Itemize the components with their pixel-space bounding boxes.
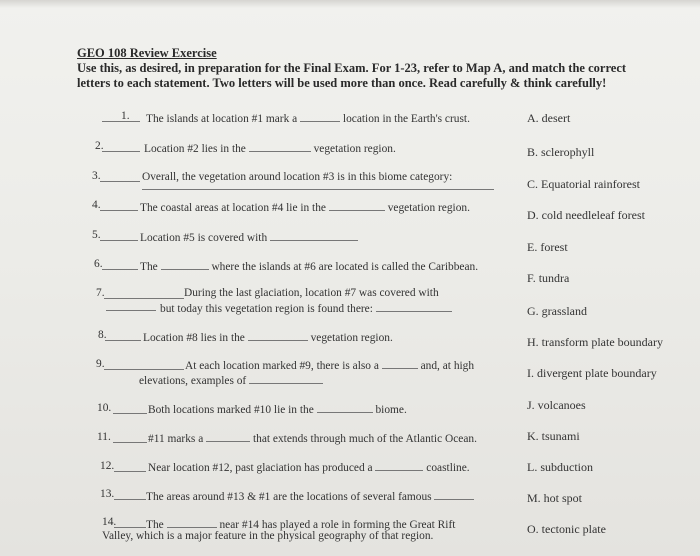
question-text: vegetation region. <box>387 202 470 214</box>
question-text: The coastal areas at location #4 lie in the <box>140 202 326 214</box>
fill-blank[interactable] <box>161 258 209 270</box>
option-f: F. tundra <box>527 271 570 285</box>
option-b: B. sclerophyll <box>527 145 595 159</box>
question-text: near #14 has played a role in forming the Great Rift <box>219 519 456 531</box>
question-text: location in the Earth's crust. <box>342 113 470 125</box>
question-10 <box>148 401 407 417</box>
page-shadow <box>0 0 700 8</box>
fill-blank[interactable] <box>434 488 474 500</box>
question-number: 3. <box>92 170 101 182</box>
question-1 <box>146 110 470 126</box>
question-number: 8. <box>98 329 107 341</box>
option-m: M. hot spot <box>527 491 583 505</box>
question-text: Overall, the vegetation around location #3 is in this biome category: <box>142 171 453 183</box>
question-14-line-2 <box>102 529 433 543</box>
question-number: 11. <box>97 431 111 443</box>
question-13 <box>146 488 474 504</box>
instructions-line-1: Use this, as desired, in preparation for the Final Exam. For 1-23, refer to Map A, and match the correct <box>77 61 627 75</box>
question-4 <box>140 199 470 215</box>
question-text: Valley, which is a major feature in the physical geography of that region. <box>102 530 434 542</box>
option-i: I. divergent plate boundary <box>527 366 657 380</box>
question-number: 4. <box>92 199 101 211</box>
fill-blank[interactable] <box>329 199 385 211</box>
answer-blank[interactable] <box>113 442 147 443</box>
fill-blank[interactable] <box>300 110 340 122</box>
question-9-line-1 <box>185 357 474 373</box>
question-number: 14. <box>102 516 117 528</box>
question-number: 10. <box>97 402 112 414</box>
question-9-line-2 <box>139 372 323 388</box>
question-11 <box>148 430 477 446</box>
question-text: vegetation region. <box>310 332 393 344</box>
fill-blank[interactable] <box>270 229 358 241</box>
option-a: A. desert <box>527 111 571 125</box>
question-text: where the islands at #6 are located is called the Caribbean. <box>211 261 479 273</box>
option-e: E. forest <box>527 240 568 254</box>
question-number: 1. <box>121 110 130 122</box>
question-text: At each location marked #9, there is also a <box>185 360 379 372</box>
fill-blank[interactable] <box>375 459 423 471</box>
answer-blank[interactable] <box>106 310 156 311</box>
question-text: biome. <box>375 404 407 416</box>
question-2 <box>144 140 396 156</box>
answer-blank[interactable] <box>104 369 184 370</box>
question-text: #11 marks a <box>148 433 204 445</box>
question-text: elevations, examples of <box>139 375 247 387</box>
fill-blank[interactable] <box>167 516 217 528</box>
option-d: D. cold needleleaf forest <box>527 208 645 222</box>
question-7-line-2 <box>160 300 452 316</box>
question-text: During the last glaciation, location #7 was covered with <box>184 287 439 299</box>
answer-blank[interactable] <box>114 499 146 500</box>
question-text: but today this vegetation region is found there: <box>160 303 373 315</box>
fill-blank[interactable] <box>317 401 373 413</box>
answer-blank-long[interactable] <box>142 189 494 190</box>
question-text: vegetation region. <box>313 143 396 155</box>
question-5 <box>140 229 358 245</box>
option-j: J. volcanoes <box>527 398 586 412</box>
question-number: 7. <box>96 287 105 299</box>
worksheet-header <box>77 46 697 91</box>
option-l: L. subduction <box>527 460 593 474</box>
question-text: The areas around #13 & #1 are the locations of several famous <box>146 491 432 503</box>
question-number: 9. <box>96 358 105 370</box>
question-text: Location #8 lies in the <box>143 332 245 344</box>
question-text: The <box>146 519 164 531</box>
question-text: Near location #12, past glaciation has produced a <box>148 462 373 474</box>
answer-blank[interactable] <box>102 151 140 152</box>
answer-blank[interactable] <box>113 413 147 414</box>
question-text: Both locations marked #10 lie in the <box>148 404 314 416</box>
answer-blank[interactable] <box>102 269 138 270</box>
question-text: coastline. <box>426 462 470 474</box>
question-6 <box>140 258 478 274</box>
answer-blank[interactable] <box>100 210 138 211</box>
option-g: G. grassland <box>527 304 587 318</box>
answer-blank[interactable] <box>104 298 184 299</box>
fill-blank[interactable] <box>248 329 308 341</box>
question-text: Location #5 is covered with <box>140 232 268 244</box>
option-h: H. transform plate boundary <box>527 335 663 349</box>
option-k: K. tsunami <box>527 429 580 443</box>
answer-blank[interactable] <box>114 527 146 528</box>
question-text: that extends through much of the Atlantic Ocean. <box>252 433 477 445</box>
question-text: The islands at location #1 mark a <box>146 113 298 125</box>
question-number: 5. <box>92 229 101 241</box>
question-12 <box>148 459 470 475</box>
fill-blank[interactable] <box>382 357 418 369</box>
question-text: The <box>140 261 158 273</box>
option-o: O. tectonic plate <box>527 522 606 536</box>
question-text: and, at high <box>420 360 475 372</box>
worksheet-title: GEO 108 Review Exercise <box>77 46 217 60</box>
option-c: C. Equatorial rainforest <box>527 177 640 191</box>
instructions-line-2: letters to each statement. Two letters will be used more than once. Read carefully & think carefully! <box>77 76 607 90</box>
question-number: 6. <box>94 258 103 270</box>
question-number: 12. <box>100 460 115 472</box>
answer-blank[interactable] <box>100 181 140 182</box>
question-text: Location #2 lies in the <box>144 143 246 155</box>
question-3 <box>142 170 452 184</box>
answer-blank[interactable] <box>114 471 146 472</box>
question-8 <box>143 329 393 345</box>
answer-blank[interactable] <box>100 240 138 241</box>
question-7-line-1 <box>184 286 439 300</box>
fill-blank[interactable] <box>376 300 452 312</box>
fill-blank[interactable] <box>206 430 250 442</box>
answer-blank[interactable] <box>105 340 141 341</box>
question-number: 2. <box>95 140 104 152</box>
question-number: 13. <box>100 488 115 500</box>
fill-blank[interactable] <box>249 372 323 384</box>
answer-blank[interactable] <box>102 121 140 122</box>
fill-blank[interactable] <box>249 140 311 152</box>
